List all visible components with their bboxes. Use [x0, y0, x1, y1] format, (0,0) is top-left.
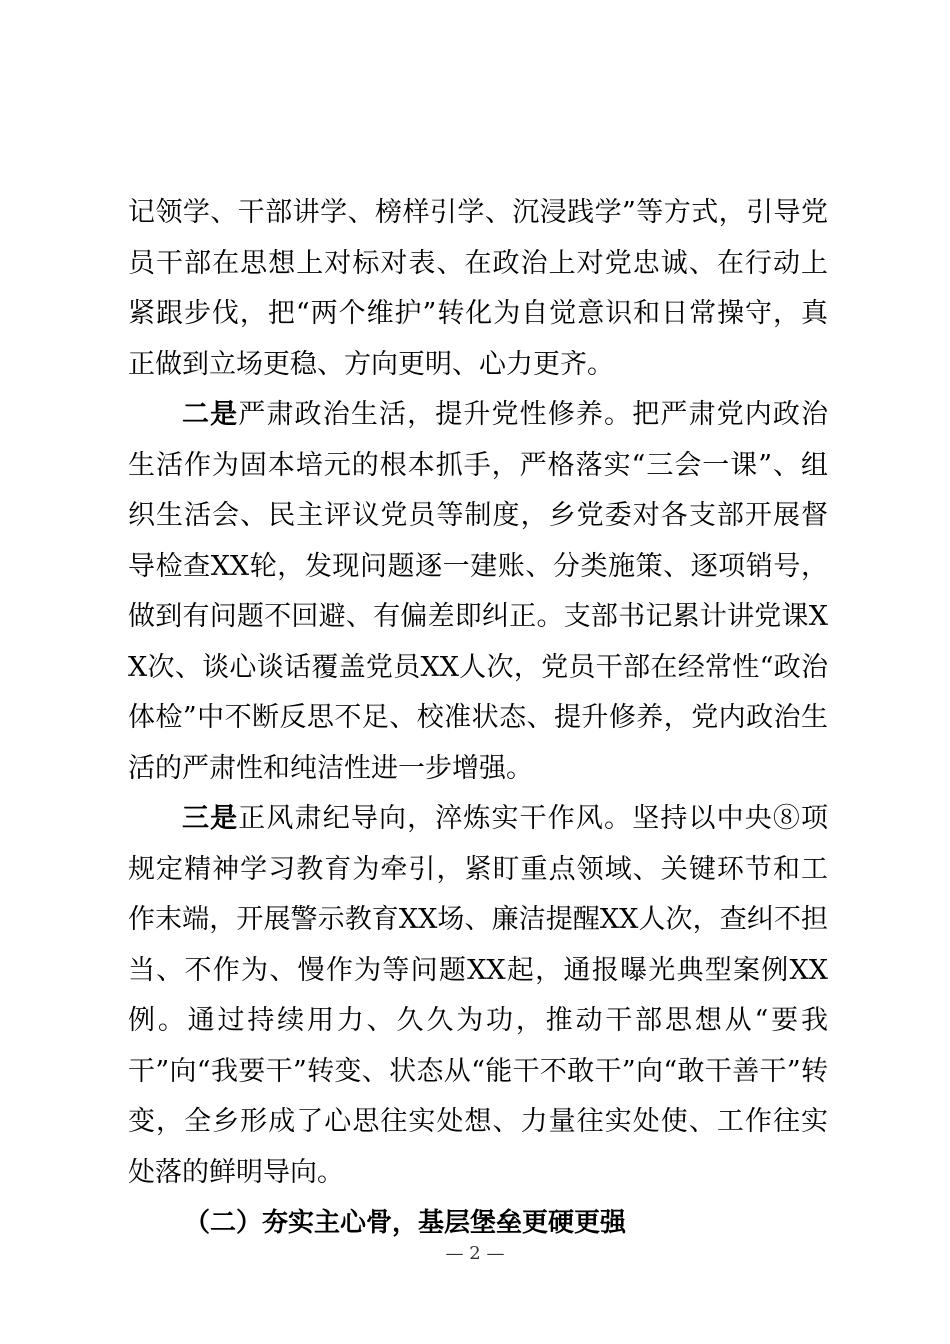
paragraph-text: 正风肃纪导向，淬炼实干作风。坚持以中央⑧项规定精神学习教育为牵引，紧盯重点领域、关键环节和工作末端，开展警示教育XX场、廉洁提醒XX人次，查纠不担当、不作为、慢作为等问题XX起，通报曝光典型案例XX例。通过持续用力、久久为功，推动干部思想从“要我干”向“我要干”转变、状态从“能干不敢干”向“敢干善干”转变，全乡形成了心思往实处想、力量往实处使、工作往实处落的鲜明导向。 — [128, 803, 829, 1188]
paragraph-lead: 二是 — [182, 399, 239, 430]
paragraph-text: 严肃政治生活，提升党性修养。把严肃党内政治生活作为固本培元的根本抓手，严格落实“三会一课”、组织生活会、民主评议党员等制度，乡党委对各支部开展督导检查XX轮，发现问题逐一建账、分类施策、逐项销号，做到有问题不回避、有偏差即纠正。支部书记累计讲党课XX次、谈心谈话覆盖党员XX人次，党员干部在经常性“政治体检”中不断反思不足、校准状态、提升修养，党内政治生活的严肃性和纯洁性进一步增强。 — [128, 399, 829, 784]
paragraph-third — [128, 794, 828, 1198]
paragraph-continued — [128, 188, 828, 390]
page-number: — 2 — — [445, 1243, 505, 1264]
paragraph-text: 记领学、干部讲学、榜样引学、沉浸践学”等方式，引导党员干部在思想上对标对表、在政治上对党忠诚、在行动上紧跟步伐，把“两个维护”转化为自觉意识和日常操守，真正做到立场更稳、方向更明、心力更齐。 — [128, 197, 828, 380]
paragraph-second — [128, 390, 828, 794]
section-heading: （二）夯实主心骨，基层堡垒更硬更强 — [184, 1208, 627, 1238]
document-body — [128, 188, 828, 1249]
paragraph-lead: 三是 — [182, 803, 239, 834]
